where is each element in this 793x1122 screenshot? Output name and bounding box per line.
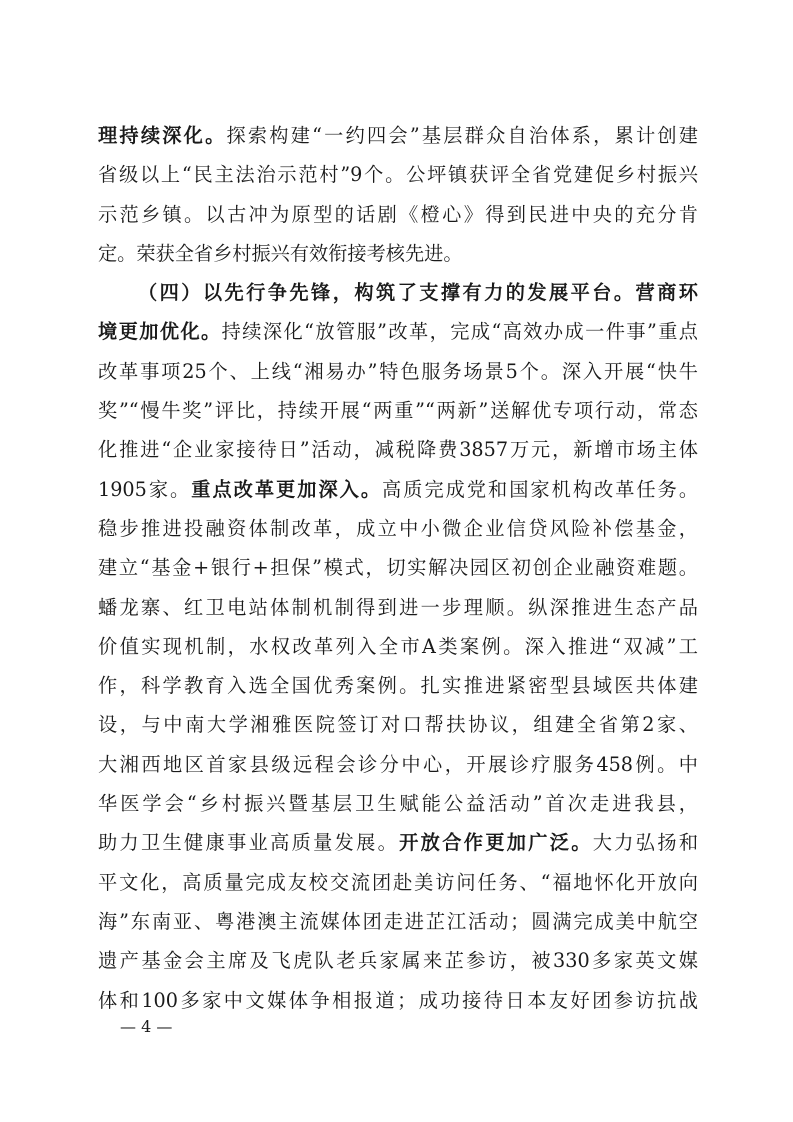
text-run: 平文化，高质量完成友校交流团赴美访问任务、“福地怀化开放向: [98, 870, 698, 894]
text-line: [98, 430, 698, 469]
text-line: [98, 823, 698, 862]
bold-heading-run: 开放合作更加广泛。: [399, 831, 593, 855]
bold-heading-run: 重点改革更加深入。: [191, 477, 383, 501]
text-run: 1905家。: [98, 477, 192, 501]
section-heading-line: [98, 273, 698, 312]
text-line: [98, 509, 698, 548]
text-line: [98, 941, 698, 980]
text-run: 价值实现机制，水权改革列入全市A类案例。深入推进“双减”工: [98, 634, 698, 658]
text-line: [98, 981, 698, 1020]
text-line: [98, 588, 698, 627]
text-line: [98, 627, 698, 666]
text-line: [98, 902, 698, 941]
text-line: [98, 312, 698, 351]
bold-heading-run: 理持续深化。: [98, 124, 227, 147]
text-line: [98, 352, 698, 391]
text-run: 华医学会“乡村振兴暨基层卫生赋能公益活动”首次走进我县，: [98, 792, 698, 816]
text-run: 大湘西地区首家县级远程会诊分中心，开展诊疗服务458例。中: [98, 752, 698, 776]
page-number: — 4 —: [120, 1017, 173, 1036]
text-run: 作，科学教育入选全国优秀案例。扎实推进紧密型县域医共体建: [98, 674, 698, 698]
text-run: 建立“基金+银行+担保”模式，切实解决园区初创企业融资难题。: [98, 556, 698, 580]
text-run: 海”东南亚、粤港澳主流媒体团走进芷江活动；圆满完成美中航空: [98, 909, 698, 933]
text-run: 改革事项25个、上线“湘易办”特色服务场景5个。深入开展“快牛: [98, 359, 698, 383]
text-line: [98, 784, 698, 823]
text-run: 遗产基金会主席及飞虎队老兵家属来芷参访，被330多家英文媒: [98, 949, 698, 973]
text-line: [98, 548, 698, 587]
section-heading: （四）以先行争先锋，构筑了支撑有力的发展平台。营商环: [138, 281, 698, 305]
text-run: 体和100多家中文媒体争相报道；成功接待日本友好团参访抗战: [98, 988, 698, 1012]
text-run: 持续深化“放管服”改革，完成“高效办成一件事”重点: [221, 320, 698, 344]
text-line: [98, 470, 698, 509]
text-run: 省级以上“民主法治示范村”9个。公坪镇获评全省党建促乡村振兴: [98, 163, 698, 187]
text-run: 化推进“企业家接待日”活动，减税降费3857万元，新增市场主体: [98, 438, 698, 462]
text-run: 助力卫生健康事业高质量发展。: [98, 831, 400, 855]
text-line: [98, 195, 698, 234]
text-run: 奖”“慢牛奖”评比，持续开展“两重”“两新”送解优专项行动，常态: [98, 399, 698, 423]
text-run: 设，与中南大学湘雅医院签订对口帮扶协议，组建全省第2家、: [98, 713, 698, 737]
text-line: [98, 666, 698, 705]
text-line: [98, 705, 698, 744]
text-line: [98, 745, 698, 784]
text-run: 稳步推进投融资体制改革，成立中小微企业信贷风险补偿基金，: [98, 516, 698, 540]
text-run: 示范乡镇。以古冲为原型的话剧《橙心》得到民进中央的充分肯: [98, 202, 698, 226]
text-line: [98, 391, 698, 430]
bold-heading-run: 境更加优化。: [98, 320, 222, 344]
text-run: 探索构建“一约四会”基层群众自治体系，累计创建: [226, 124, 698, 147]
text-run: 大力弘扬和: [592, 831, 698, 855]
text-line: [98, 155, 698, 194]
text-line: [98, 234, 698, 273]
text-run: 定。荣获全省乡村振兴有效衔接考核先进。: [98, 241, 463, 265]
text-run: 高质完成党和国家机构改革任务。: [382, 477, 698, 501]
text-run: 蟠龙寨、红卫电站体制机制得到进一步理顺。纵深推进生态产品: [98, 595, 698, 619]
text-line: [98, 116, 698, 155]
text-line: [98, 863, 698, 902]
body-text: [98, 116, 698, 1020]
